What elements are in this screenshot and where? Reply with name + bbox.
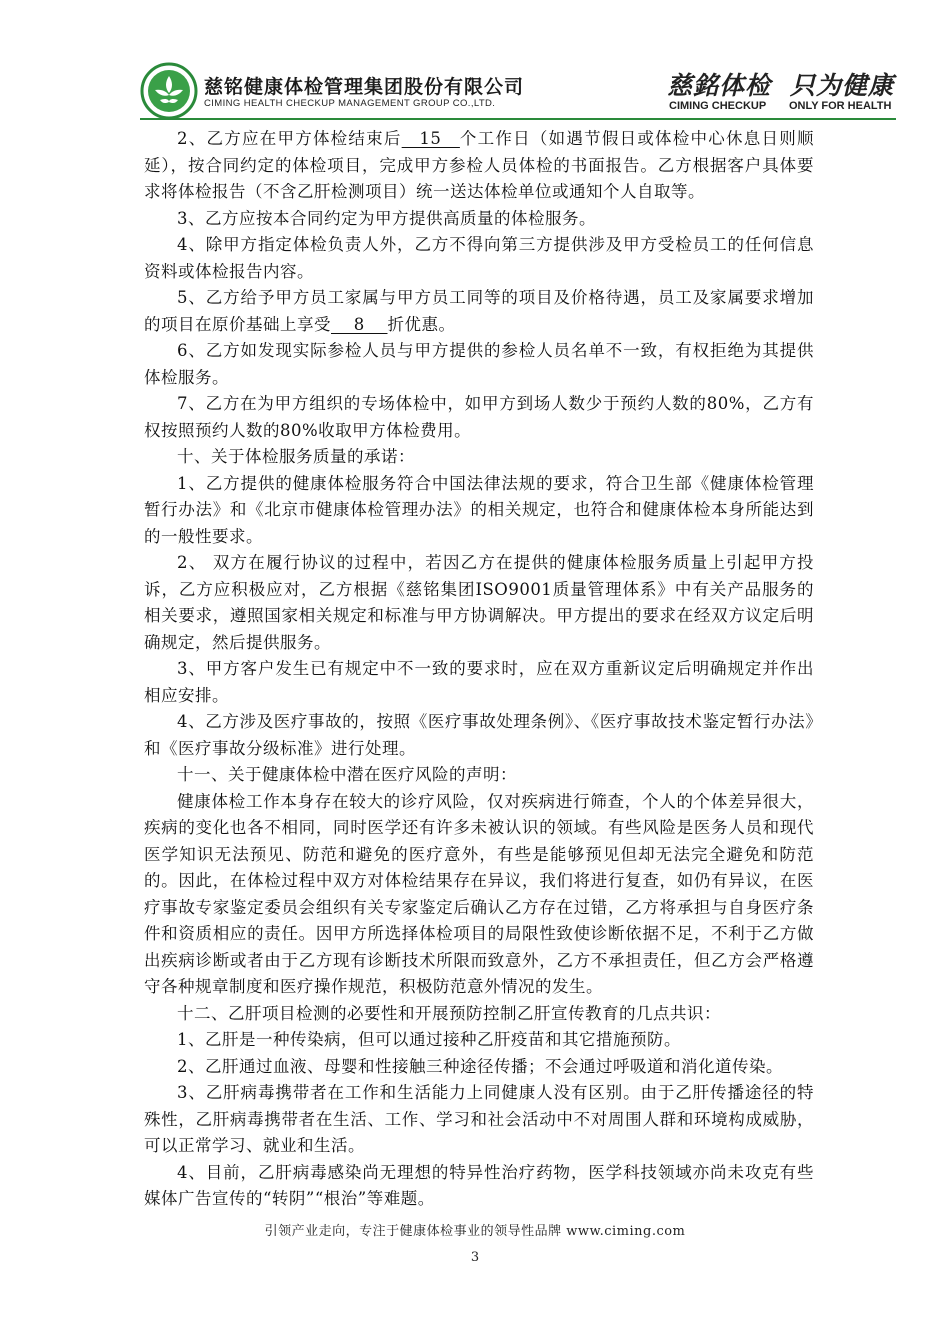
paragraph-text: 4、目前，乙肝病毒感染尚无理想的特异性治疗药物，医学科技领域亦尚未攻克有些媒体广告宣传的“转阴”“根治”等难题。 (144, 1162, 814, 1208)
paragraph-text: 2、 双方在履行协议的过程中，若因乙方在提供的健康体检服务质量上引起甲方投诉，乙方应积极应对，乙方根据《慈铭集团ISO9001质量管理体系》中有关产品服务的相关要求，遵照国家相关规定和标准与甲方协调解决。甲方提出的要求在经双方议定后明确规定，然后提供服务。 (144, 553, 814, 652)
paragraph-text: 个工作日（如遇节假日或体检中心休息日则顺延），按合同约定的体检项目，完成甲方参检人员体检的书面报告。乙方根据客户具体要求将体检报告（不含乙肝检测项目）统一送达体检单位或通知个人自取等。 (144, 129, 815, 201)
paragraph (144, 1160, 814, 1213)
paragraph (144, 206, 814, 233)
paragraph-text: 5、乙方给予甲方员工家属与甲方员工同等的项目及价格待遇，员工及家属要求增加的项目在原价基础上享受 (144, 288, 814, 334)
paragraph (144, 391, 814, 444)
paragraph-text: 4、除甲方指定体检负责人外，乙方不得向第三方提供涉及甲方受检员工的任何信息资料或体检报告内容。 (144, 235, 814, 281)
paragraph-text: 1、乙方提供的健康体检服务符合中国法律法规的要求，符合卫生部《健康体检管理暂行办法》和《北京市健康体检管理办法》的相关规定，也符合和健康体检本身所能达到的一般性要求。 (144, 473, 814, 546)
brand-slogan-en-left: CIMING CHECKUP (669, 100, 767, 112)
paragraph (144, 762, 814, 789)
paragraph (144, 285, 814, 338)
paragraph (144, 789, 814, 1001)
paragraph (144, 1001, 814, 1028)
company-logo-icon (140, 62, 198, 120)
paragraph-text: 十、关于体检服务质量的承诺： (177, 447, 415, 466)
paragraph-text: 2、乙肝通过血液、母婴和性接触三种途径传播；不会通过呼吸道和消化道传染。 (177, 1056, 783, 1076)
underlined-fill-value: 15 (401, 129, 460, 148)
paragraph-text: 十一、关于健康体检中潜在医疗风险的声明： (177, 765, 517, 784)
paragraph-text: 3、乙肝病毒携带者在工作和生活能力上同健康人没有区别。由于乙肝传播途径的特殊性，乙肝病毒携带者在生活、工作、学习和社会活动中不对周围人群和环境构成威胁，可以正常学习、就业和生活。 (144, 1083, 814, 1155)
footer-tagline: 引领产业走向，专注于健康体检事业的领导性品牌 www.ciming.com (264, 1224, 686, 1239)
paragraph (144, 338, 814, 391)
paragraph (144, 550, 814, 656)
paragraph (144, 126, 814, 206)
header-divider (140, 118, 896, 120)
paragraph-text: 3、乙方应按本合同约定为甲方提供高质量的体检服务。 (177, 208, 596, 228)
paragraph (144, 1054, 814, 1081)
paragraph-text: 7、乙方在为甲方组织的专场体检中，如甲方到场人数少于预约人数的80%，乙方有权按照预约人数的80%收取甲方体检费用。 (144, 394, 814, 440)
paragraph-text: 2、乙方应在甲方体检结束后 (177, 129, 402, 148)
paragraph-text: 1、乙肝是一种传染病，但可以通过接种乙肝疫苗和其它措施预防。 (177, 1030, 681, 1049)
paragraph-text: 健康体检工作本身存在较大的诊疗风险，仅对疾病进行筛查，个人的个体差异很大，疾病的变化也各不相同，同时医学还有许多未被认识的领域。有些风险是医务人员和现代医学知识无法预见、防范和避免的医疗意外，有些是能够预见但却无法完全避免和防范的。因此，在体检过程中双方对体检结果存在异议，我们将进行复查，如仍有异议，在医疗事故专家鉴定委员会组织有关专家鉴定后确认乙方存在过错，乙方将承担与自身医疗条件和资质相应的责任。因甲方所选择体检项目的局限性致使诊断依据不足，不利于乙方做出疾病诊断或者由于乙方现有诊断技术所限而致意外，乙方不承担责任，但乙方会严格遵守各种规章制度和医疗操作规范，积极防范意外情况的发生。 (144, 791, 814, 996)
paragraph (144, 232, 814, 285)
company-name-en: CIMING HEALTH CHECKUP MANAGEMENT GROUP CO.,LTD. (204, 98, 496, 109)
page-header (0, 0, 950, 120)
document-body (144, 126, 814, 1213)
paragraph-text: 十二、乙肝项目检测的必要性和开展预防控制乙肝宣传教育的几点共识： (177, 1003, 721, 1023)
paragraph (144, 1027, 814, 1054)
page-number: 3 (470, 1250, 480, 1265)
paragraph (144, 1080, 814, 1160)
paragraph (144, 444, 814, 471)
paragraph-text: 3、甲方客户发生已有规定中不一致的要求时，应在双方重新议定后明确规定并作出相应安排。 (144, 659, 814, 705)
paragraph-text: 折优惠。 (387, 314, 456, 334)
paragraph (144, 656, 814, 709)
underlined-fill-value: 8 (331, 314, 388, 334)
brand-slogan-en-right: ONLY FOR HEALTH (789, 100, 892, 112)
paragraph-text: 6、乙方如发现实际参检人员与甲方提供的参检人员名单不一致，有权拒绝为其提供体检服务。 (144, 341, 814, 387)
brand-slogan-cn-left: 慈銘体检 (667, 71, 772, 100)
paragraph (144, 471, 814, 551)
company-name-cn: 慈铭健康体检管理集团股份有限公司 (204, 76, 525, 98)
paragraph-text: 4、乙方涉及医疗事故的，按照《医疗事故处理条例》、《医疗事故技术鉴定暂行办法》和《医疗事故分级标准》进行处理。 (144, 712, 814, 758)
paragraph (144, 709, 814, 762)
brand-slogan-cn-right: 只为健康 (790, 71, 895, 100)
